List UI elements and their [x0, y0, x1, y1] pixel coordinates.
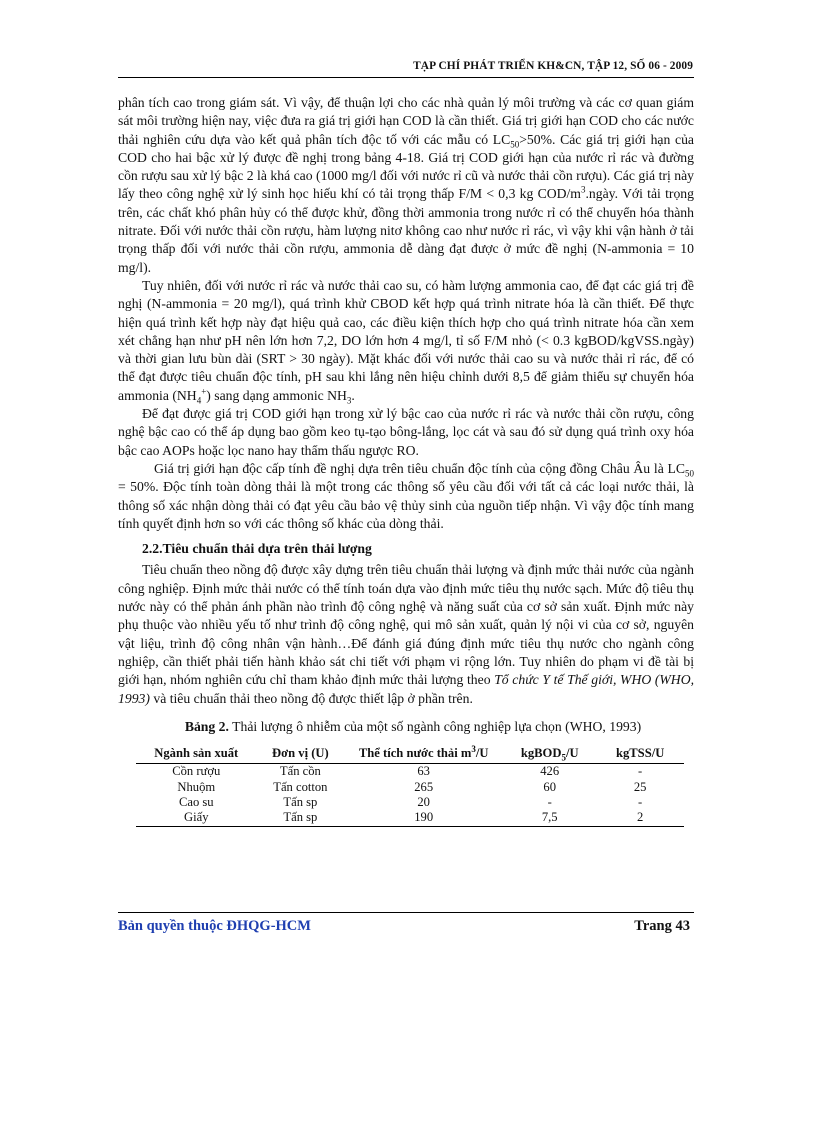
paragraph-text: Tiêu chuẩn theo nồng độ được xây dựng trên tiêu chuẩn thải lượng và định mức thải nước của ngành công nghiệp. Định mức thải nước có thể tính toán dựa vào định mức tiêu thụ nước sạch. Mức độ tiêu thụ nước này có thể phản ánh phần nào trình độ công nghệ và năng suất của cơ sở sản xuất. Định mức này phụ thuộc vào nhiều yếu tố như trình độ công nghệ, qui mô sản xuất, quản lý nội vi của cơ sở, nguyên vật liệu, trình độ công nhân vận hành…Để đánh giá đúng định mức tiêu thụ nước cho ngành công nghiệp, cần thiết phải tiến hành khảo sát chi tiết với phạm vi rộng lớn. Tuy nhiên do phạm vi đề tài bị giới hạn, nhóm nghiên cứu chỉ tham khảo định mức thải lượng theo — [118, 562, 694, 688]
header-text: kgBOD — [520, 746, 562, 761]
table-caption-text: Thải lượng ô nhiễm của một số ngành công nghiệp lựa chọn (WHO, 1993) — [228, 718, 642, 734]
table-cell: Giấy — [136, 810, 257, 826]
subscript: 5 — [561, 752, 566, 763]
table-cell: 426 — [540, 764, 560, 779]
table-cell: - — [638, 794, 643, 809]
footer-copyright: Bản quyền thuộc ĐHQG-HCM — [118, 918, 311, 934]
paragraph-text: ) sang dạng ammonic NH — [206, 387, 347, 403]
article-body — [118, 94, 694, 827]
table-cell: 20 — [417, 794, 430, 809]
table-cell: Cồn rượu — [172, 764, 221, 779]
table-cell: Cao su — [178, 794, 214, 809]
subscript: 4 — [196, 395, 202, 406]
table-header-row — [136, 746, 684, 764]
paragraph-advanced-treatment: Để đạt được giá trị COD giới hạn trong xử lý bậc cao của nước rỉ rác và nước thải cồn rượu, công nghệ bậc cao có thể áp dụng bao gồm keo tụ-tạo bông-lắng, lọc cát và sau đó sử dụng quá trình oxy hóa bậc cao AOPs hoặc lọc nano hay thẩm thấu ngược RO. — [118, 406, 694, 458]
italic-citation: Tổ chức Y tế Thế giới, WHO (WHO, 1993) — [118, 672, 694, 706]
paragraph-toxicity-limit — [118, 460, 694, 533]
table-row — [136, 810, 684, 826]
table-cell: Tấn sp — [257, 810, 345, 826]
paragraph-text: và tiêu chuẩn thải theo nồng độ được thiết lập ở phần trên. — [149, 690, 473, 706]
paragraph-ammonia — [118, 277, 694, 405]
table-row — [136, 795, 684, 810]
header-wastewater-volume — [344, 743, 503, 764]
paragraph-text: Tuy nhiên, đối với nước rỉ rác và nước thải cao su, có hàm lượng ammonia cao, để đạt các giá trị đề nghị (N-ammonia = 20 mg/l), quá trình khử CBOD kết hợp quá trình nitrate hóa là cần thiết. Để thực hiện quá trình kết hợp này đạt hiệu quả cao, các điều kiện thích hợp cho quá trình nitrate hóa cần xem xét chẳng hạn như pH nên lớn hơn 7,2, DO lớn hơn 4 mg/l, tỉ số F/M nhỏ (< 0.3 kgBOD/kgVSS.ngày) và thời gian lưu bùn dài (SRT > 30 ngày). Mặt khác đối với nước thải cao su và nước thải rỉ rác, để có thể đạt được tiêu chuẩn độc tính, pH sau khi lắng nên hiệu chỉnh dưới 8,5 để giảm thiểu sự chuyển hóa ammonia (NH — [118, 277, 694, 403]
table-cell: - — [638, 764, 643, 779]
table-caption — [132, 718, 694, 736]
header-tss: kgTSS/U — [596, 746, 684, 764]
table-cell: Tấn sp — [283, 794, 318, 809]
table-cell: Tấn cồn — [279, 764, 321, 779]
table-cell: 7,5 — [503, 810, 596, 826]
subscript: 50 — [685, 468, 694, 479]
superscript: 3 — [471, 743, 476, 754]
paragraph-load-standard — [118, 561, 694, 707]
paragraph-text: .ngày. Với tải trọng trên, các chất khó phân hủy có thể được khử, đồng thời ammonia trong nước rỉ có thể chuyển hóa thành nitrate. Đối với nước thải cồn rượu, hàm lượng nitơ không cao như nước rỉ rác, vì vậy khi vận hành ở tải trọng thấp đối với nước thải cồn rượu, ammonia dễ dàng đạt được ở mức đề nghị (N-ammonia = 10 mg/l). — [118, 186, 694, 275]
table-cell: 63 — [417, 764, 430, 779]
header-unit: Đơn vị (U) — [257, 746, 345, 764]
journal-header: TẠP CHÍ PHÁT TRIỂN KH&CN, TẬP 12, SỐ 06 - 2009 — [413, 60, 693, 72]
table-cell: - — [547, 794, 552, 809]
table-cell: 2 — [596, 810, 684, 826]
header-text: /U — [475, 746, 489, 761]
header-text: Thể tích nước thải m — [358, 746, 472, 761]
superscript: 3 — [580, 184, 586, 195]
header-rule — [118, 77, 694, 78]
table-cell: 265 — [414, 779, 434, 794]
table-cell: 190 — [344, 810, 503, 826]
table-row — [136, 764, 684, 780]
table-cell: Tấn cotton — [273, 779, 328, 794]
header-text: /U — [565, 746, 579, 761]
paragraph-text: Giá trị giới hạn độc cấp tính đề nghị dựa trên tiêu chuẩn độc tính của cộng đồng Châu Âu là LC — [154, 460, 685, 476]
header-industry: Ngành sản xuất — [136, 746, 257, 764]
table-cell: Nhuộm — [177, 779, 216, 794]
subscript: 3 — [346, 395, 352, 406]
footer-rule — [118, 912, 694, 913]
paragraph-text: phân tích cao trong giám sát. Vì vậy, để thuận lợi cho các nhà quản lý môi trường và các cơ quan giám sát môi trường hiện nay, việc đưa ra giá trị giới hạn COD là cần thiết. Giá trị giới hạn COD cho các nước thải nghiên cứu dựa vào kết quả phân tích độc tố với các mẫu có LC — [118, 95, 694, 147]
paragraph-text: >50%. Các giá trị giới hạn của COD cho hai bậc xử lý được đề nghị trong bảng 4-18. Giá trị COD giới hạn của nước rỉ rác và đường cồn rượu sau xử lý bậc 2 là khá cao (1000 mg/l đối với nước rỉ cũ và nước thải cồn rượu). Các giá trị này lấy theo công nghệ xử lý sinh học hiếu khí có tải trọng thấp F/M < 0,3 kg COD/m — [118, 131, 694, 202]
header-bod — [503, 746, 596, 764]
superscript: + — [201, 386, 207, 397]
paragraph-text: . — [351, 387, 355, 403]
table-cell: 60 — [543, 779, 556, 794]
table-row — [136, 780, 684, 795]
pollution-load-table — [136, 743, 684, 827]
table-caption-label: Bảng 2. — [184, 718, 229, 734]
paragraph-text: = 50%. Độc tính toàn dòng thải là một trong các thông số yêu cầu đối với tất cả các loại nước thải, là thông số xác nhận dòng thải có đạt yêu cầu bảo vệ thủy sinh của nguồn tiếp nhận. Vì vậy độc tính mang tính quyết định hơn so với các thông số khác của dòng thải. — [118, 479, 694, 531]
footer-page-number: Trang 43 — [634, 918, 690, 934]
paragraph-cod-limits — [118, 94, 694, 277]
table-cell: 25 — [633, 779, 647, 794]
section-heading: 2.2.Tiêu chuẩn thải dựa trên thải lượng — [142, 541, 372, 557]
subscript: 50 — [510, 139, 520, 150]
